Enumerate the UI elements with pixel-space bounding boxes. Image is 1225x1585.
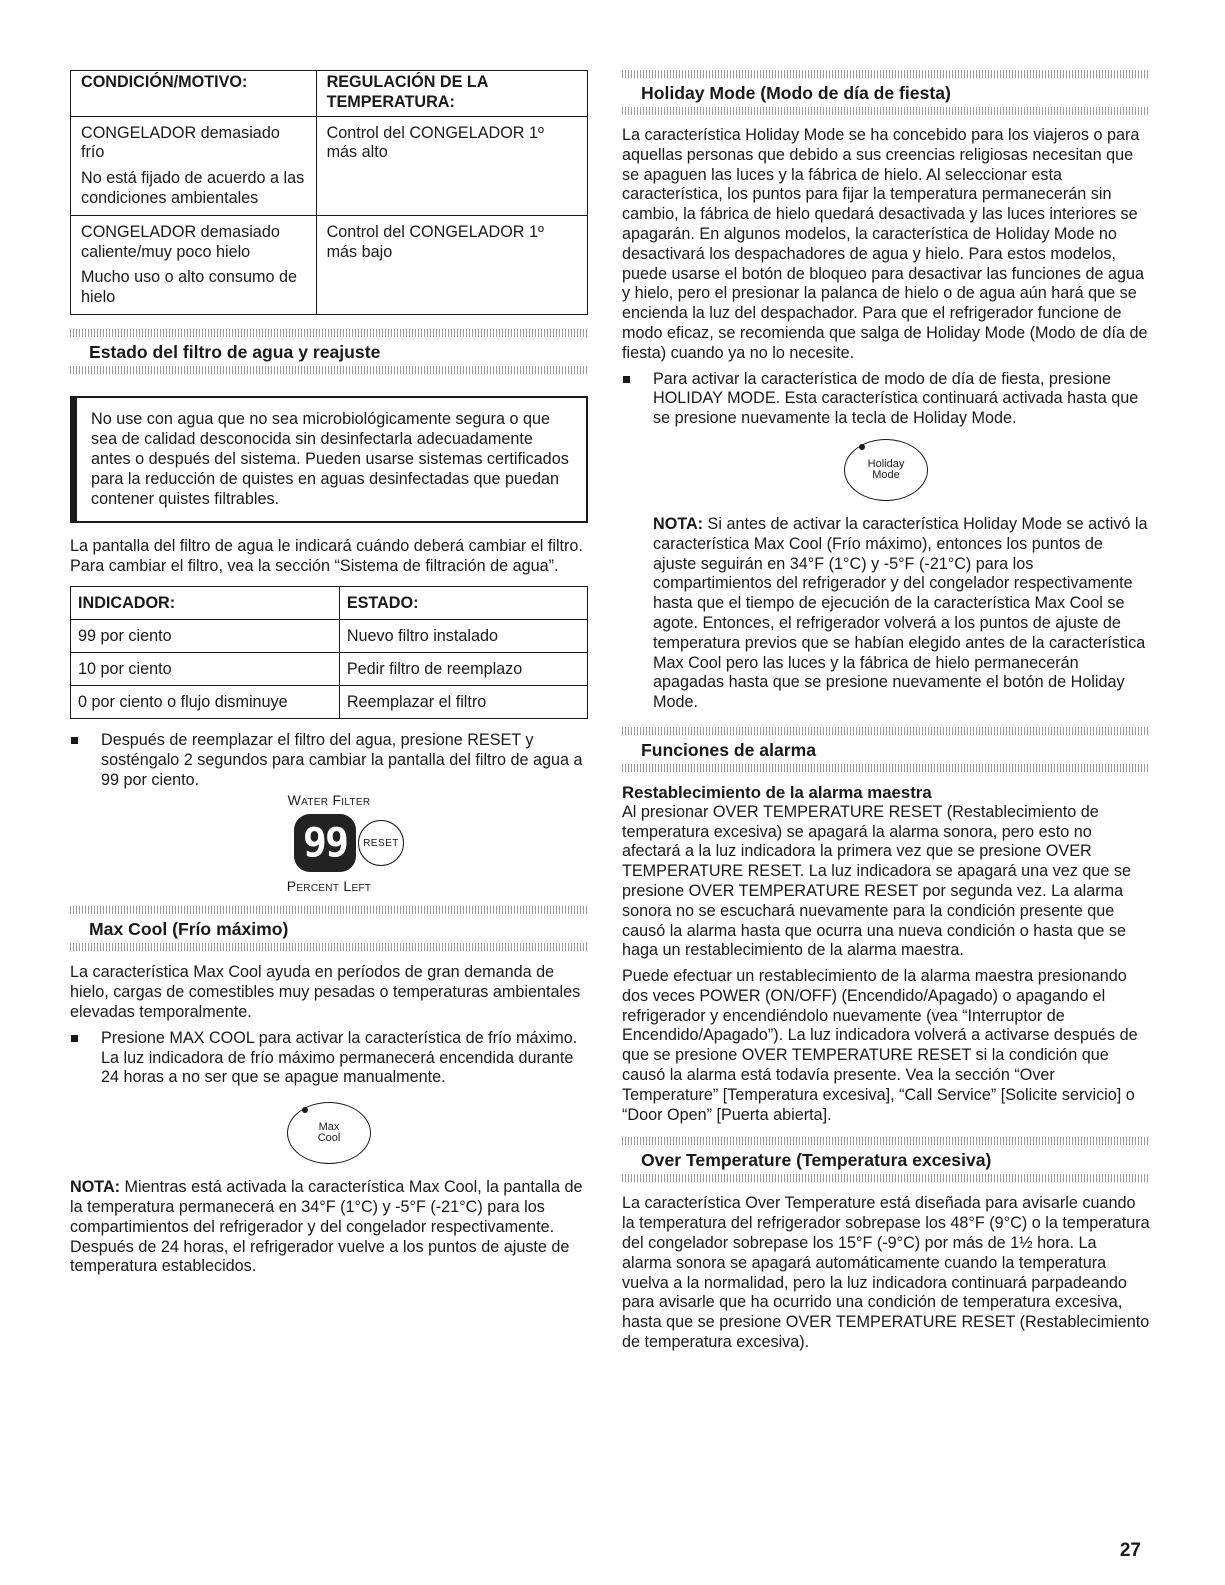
section-divider [622,1137,1150,1145]
table-cell: Nuevo filtro instalado [339,620,587,653]
table-cell: Pedir filtro de reemplazo [339,653,587,686]
section-divider [70,329,588,337]
section-divider [70,943,588,951]
water-filter-figure [70,790,588,894]
table-row [71,653,588,686]
table-header: CONDICIÓN/MOTIVO: [71,71,317,117]
button-label: Cool [317,1132,341,1145]
section-divider [70,366,588,374]
paragraph: Al presionar OVER TEMPERATURE RESET (Restablecimiento de temperatura excesiva) se apagará la alarma sonora, pero esto no afectará a la luz indicadora la primera vez que se presione OVER TEMPERATURE RESET. La luz indicadora se apagará una vez que se presione OVER TEMPERATURE RESET por segunda vez. La alarma sonora no se escuchará nuevamente para la condición presente que causó la alarma hasta que ocurra una nueva condición o hasta que se haga un restablecimiento de la alarma maestra. [622,802,1131,960]
paragraph: La característica Max Cool ayuda en períodos de gran demanda de hielo, cargas de comestibles muy pesadas o temperaturas ambientales elevadas temporalmente. [70,963,581,1022]
section-divider [622,764,1150,772]
condition-text: Mucho uso o alto consumo de hielo [81,268,297,307]
section-divider [622,107,1150,115]
section-title: Max Cool (Frío máximo) [89,919,289,940]
temperature-condition-table [70,70,588,315]
condition-text: CONGELADOR demasiado caliente/muy poco hielo [81,222,280,261]
warning-box [70,396,588,523]
filter-percent-display: 99 [294,814,356,872]
note-label: NOTA: [653,514,704,533]
section-title: Funciones de alarma [641,739,817,760]
button-label: Holiday [867,457,905,470]
note-paragraph [70,1178,588,1277]
indicator-dot-icon [302,1107,308,1113]
water-filter-label: Water Filter [287,792,371,809]
page-number: 27 [1119,1540,1141,1561]
table-row [71,620,588,653]
table-row [71,215,588,314]
note-text: Si antes de activar la característica Holiday Mode se activó la característica Max Cool (Frío máximo), entonces los puntos de ajuste seguirán en 34°F (1°C) y -5°F (-21°C) para los compartimientos del refrigerador y del congelador respectivamente hasta que el tiempo de ejecución de la característica Max Cool se agote. Entonces, el refrigerador volverá a los puntos de ajuste de temperatura previos que se habían elegido antes de la característica Max Cool pero las luces y la fábrica de hielo permanecerán apagadas hasta que se presione nuevamente el botón de Holiday Mode. [653,514,1148,712]
warning-text: No use con agua que no sea microbiológicamente segura o que sea de calidad desconocida sin desinfectarla adecuadamente antes o después del sistema. Pueden usarse sistemas certificados para la reducción de quistes en aguas desinfectadas que puedan contener quistes filtrables. [91,409,569,509]
condition-text: CONGELADOR demasiado frío [81,123,280,162]
paragraph: La característica Over Temperature está diseñada para avisarle cuando la temperatura del refrigerador sobrepase los 48°F (9°C) o la temperatura del congelador sobrepase los 15°F (-9°C) por más de 1½ hora. La alarma sonora se apagará automáticamente cuando la temperatura vuelva a la normalidad, pero la luz indicadora continuará parpadeando para avisarle que ha ocurrido una condición de temperatura excesiva, hasta que se presione OVER TEMPERATURE RESET (Restablecimiento de temperatura excesiva). [622,1194,1150,1352]
table-cell: Reemplazar el filtro [339,686,587,719]
section-divider [622,70,1150,78]
table-row [71,686,588,719]
note-label: NOTA: [70,1178,121,1197]
indicator-dot-icon [859,444,865,450]
reset-button[interactable]: RESET [358,820,404,866]
table-cell [71,116,317,215]
condition-text: No está fijado de acuerdo a las condiciones ambientales [81,169,305,207]
regulation-text: Control del CONGELADOR 1º más bajo [326,222,544,261]
table-header: INDICADOR: [71,587,340,620]
filter-indicator-table [70,586,588,719]
right-column [622,70,1150,1353]
note-text: Mientras está activada la característica Max Cool, la pantalla de la temperatura permanecerá en 34°F (1°C) y -5°F (-21°C) para los compartimientos del refrigerador y del congelador respectivamente. Después de 24 horas, el refrigerador vuelve a los puntos de ajuste de temperatura establecidos. [70,1178,583,1276]
table-cell: 0 por ciento o flujo disminuye [71,686,340,719]
table-header: REGULACIÓN DE LA TEMPERATURA: [316,71,587,117]
button-label: Mode [872,468,900,481]
note-paragraph [622,515,1150,713]
paragraph: La característica Holiday Mode se ha concebido para los viajeros o para aquellas personas que debido a sus creencias religiosas necesitan que se apaguen las luces y la fábrica de hielo. Al seleccionar esta característica, los puntos para fijar la temperatura permanecerán sin cambio, la fábrica de hielo quedará desactivada y las luces interiores se apagarán. En algunos modelos, la característica de Holiday Mode no desactivará los despachadores de agua y hielo. Para estos modelos, puede usarse el botón de bloqueo para desactivar las funciones de agua y hielo, pero el presionar la palanca de hielo o de agua aún hará que se encienda la luz del despachador. Para que el refrigerador funcione de modo eficaz, se recomienda que salga de Holiday Mode (Modo de día de fiesta) cuando ya no lo necesite. [622,126,1148,362]
section-divider [622,1174,1150,1182]
button-label: Max [318,1121,340,1134]
paragraph: La pantalla del filtro de agua le indicará cuándo deberá cambiar el filtro. Para cambiar el filtro, vea la sección “Sistema de filtración de agua”. [70,537,583,576]
left-column [70,70,588,1277]
bullet-item: Después de reemplazar el filtro del agua, presione RESET y sosténgalo 2 segundos para cambiar la pantalla del filtro de agua a 99 por ciento. [70,731,588,790]
section-divider [70,906,588,914]
bullet-item: Para activar la característica de modo de día de fiesta, presione HOLIDAY MODE. Esta característica continuará activada hasta que se presione nuevamente la tecla de Holiday Mode. [622,370,1150,429]
section-title: Estado del filtro de agua y reajuste [89,341,381,362]
table-cell [316,116,587,215]
paragraph: Puede efectuar un restablecimiento de la alarma maestra presionando dos veces POWER (ON/OFF) (Encendido/Apagado) o apagando el refrigerador y encendiéndolo nuevamente (vea “Interruptor de Encendido/Apagado”). La luz indicadora volverá a activarse después de que se presione OVER TEMPERATURE RESET si la condición que causó la alarma está todavía presente. Vea la sección “Over Temperature” [Temperatura excesiva], “Call Service” [Solicite servicio] o “Door Open” [Puerta abierta]. [622,967,1138,1124]
max-cool-button[interactable] [287,1102,371,1164]
holiday-mode-button[interactable] [844,439,928,501]
table-cell: 10 por ciento [71,653,340,686]
section-title: Holiday Mode (Modo de día de fiesta) [641,83,951,103]
percent-left-label: Percent Left [286,878,372,895]
regulation-text: Control del CONGELADOR 1º más alto [326,123,544,162]
table-cell [316,215,587,314]
table-header: ESTADO: [339,587,587,620]
bullet-item: Presione MAX COOL para activar la característica de frío máximo. La luz indicadora de frío máximo permanecerá encendida durante 24 horas a no ser que se apague manualmente. [70,1029,588,1088]
section-divider [622,727,1150,735]
table-row [71,116,588,215]
section-title: Over Temperature (Temperatura excesiva) [641,1150,992,1171]
table-cell: 99 por ciento [71,620,340,653]
table-cell [71,215,317,314]
subsection-title: Restablecimiento de la alarma maestra [622,782,932,802]
